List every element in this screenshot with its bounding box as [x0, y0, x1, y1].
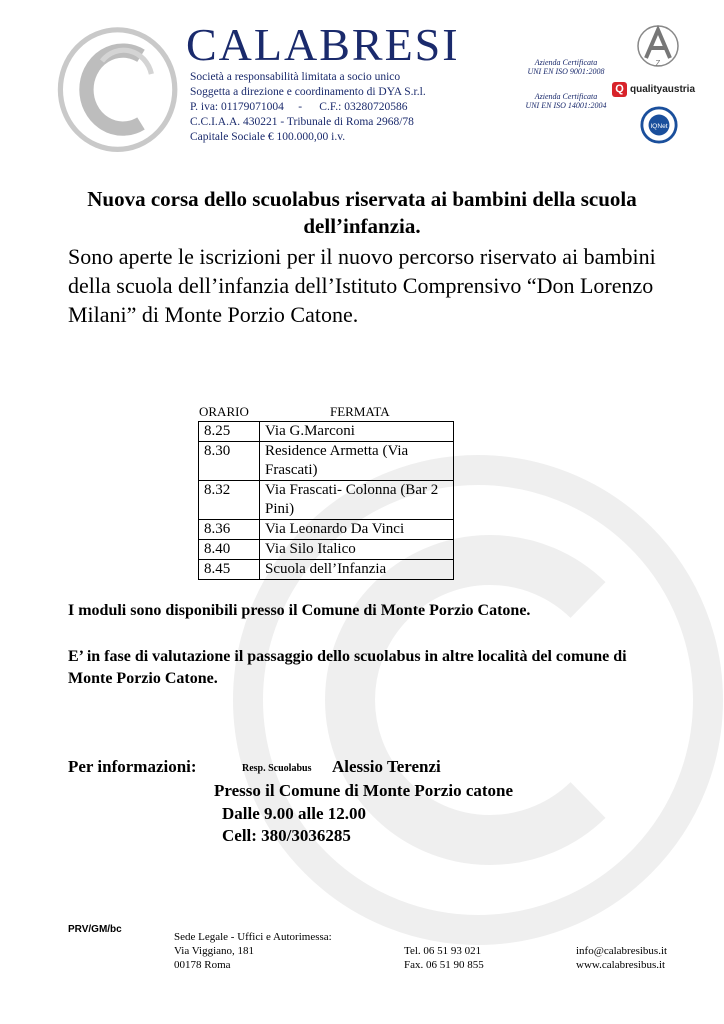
svg-text:Z: Z	[655, 59, 661, 68]
company-detail-line: Soggetta a direzione e coordinamento di DYA S.r.l.	[190, 86, 426, 98]
note-evaluation: E’ in fase di valutazione il passaggio dello scuolabus in altre località del comune di Monte Porzio Catone.	[68, 648, 627, 687]
table-cell-stop: Via Frascati- Colonna (Bar 2 Pini)	[260, 481, 454, 520]
footer-phone	[404, 944, 484, 972]
certification-14001	[516, 92, 616, 110]
az-certification-icon	[636, 22, 680, 72]
column-header-orario: ORARIO	[199, 404, 249, 419]
company-detail-line: Società a responsabilità limitata a socio unico	[190, 71, 401, 83]
company-detail-line: C.C.I.A.A. 430221 - Tribunale di Roma 2968/78	[190, 116, 414, 128]
table-row	[199, 520, 454, 540]
table-row	[199, 560, 454, 580]
info-role: Resp. Scuolabus	[242, 763, 312, 774]
cert-standard: UNI EN ISO 14001:2004	[525, 101, 607, 110]
iqnet-label: IQNet	[650, 122, 668, 130]
cert-label: Azienda Certificata	[534, 58, 598, 67]
footer-email-link[interactable]: info@calabresibus.it	[576, 945, 668, 957]
qualityaustria-label: qualityaustria	[630, 83, 696, 95]
footer-tel: Tel. 06 51 93 021	[404, 945, 482, 957]
iqnet-icon	[640, 106, 678, 144]
intro-paragraph: Sono aperte le iscrizioni per il nuovo percorso riservato ai bambini della scuola dell’infanzia dell’Istituto Comprensivo “Don Lorenzo Milani” di Monte Porzio Catone.	[68, 244, 656, 327]
table-cell-time: 8.30	[199, 442, 260, 481]
headline: Nuova corsa dello scuolabus riservata ai bambini della scuola dell’infanzia.	[87, 187, 637, 238]
table-row	[199, 481, 454, 520]
qualityaustria-logo	[612, 80, 695, 98]
cert-label: Azienda Certificata	[534, 92, 598, 101]
company-detail-line: Capitale Sociale € 100.000,00 i.v.	[190, 131, 346, 143]
footer-contacts	[576, 944, 667, 972]
footer-fax: Fax. 06 51 90 855	[404, 959, 484, 971]
table-cell-stop: Residence Armetta (Via Frascati)	[260, 442, 454, 481]
info-label: Per informazioni:	[68, 757, 197, 776]
table-row	[199, 442, 454, 481]
info-location: Presso il Comune di Monte Porzio catone	[214, 781, 514, 800]
schedule-table	[198, 421, 454, 580]
table-cell-stop: Scuola dell’Infanzia	[260, 560, 454, 580]
table-cell-time: 8.32	[199, 481, 260, 520]
company-name: CALABRESI	[186, 19, 460, 70]
company-detail-line: P. iva: 01179071004 - C.F.: 03280720586	[190, 101, 408, 113]
footer-address-line: Via Viggiano, 181	[174, 945, 255, 957]
table-cell-time: 8.45	[199, 560, 260, 580]
table-row	[199, 422, 454, 442]
table-cell-stop: Via Silo Italico	[260, 540, 454, 560]
info-phone: Cell: 380/3036285	[222, 826, 351, 845]
table-cell-time: 8.25	[199, 422, 260, 442]
footer-website-link[interactable]: www.calabresibus.it	[576, 959, 666, 971]
footer-office-title: Sede Legale - Uffici e Autorimessa:	[174, 931, 332, 943]
column-header-fermata: FERMATA	[330, 404, 390, 419]
footer-address-line: 00178 Roma	[174, 959, 231, 971]
table-row	[199, 540, 454, 560]
cert-standard: UNI EN ISO 9001:2008	[527, 67, 605, 76]
table-cell-time: 8.40	[199, 540, 260, 560]
company-details	[190, 70, 426, 145]
table-cell-stop: Via G.Marconi	[260, 422, 454, 442]
info-contact-name: Alessio Terenzi	[332, 757, 441, 776]
info-hours: Dalle 9.00 alle 12.00	[222, 804, 367, 823]
document-code: PRV/GM/bc	[68, 924, 122, 935]
note-modules: I moduli sono disponibili presso il Comune di Monte Porzio Catone.	[68, 602, 531, 619]
certification-9001	[516, 58, 616, 76]
qualityaustria-icon: Q	[612, 82, 627, 97]
table-cell-stop: Via Leonardo Da Vinci	[260, 520, 454, 540]
footer-address	[174, 930, 332, 972]
company-logo-icon	[50, 22, 180, 152]
table-cell-time: 8.36	[199, 520, 260, 540]
